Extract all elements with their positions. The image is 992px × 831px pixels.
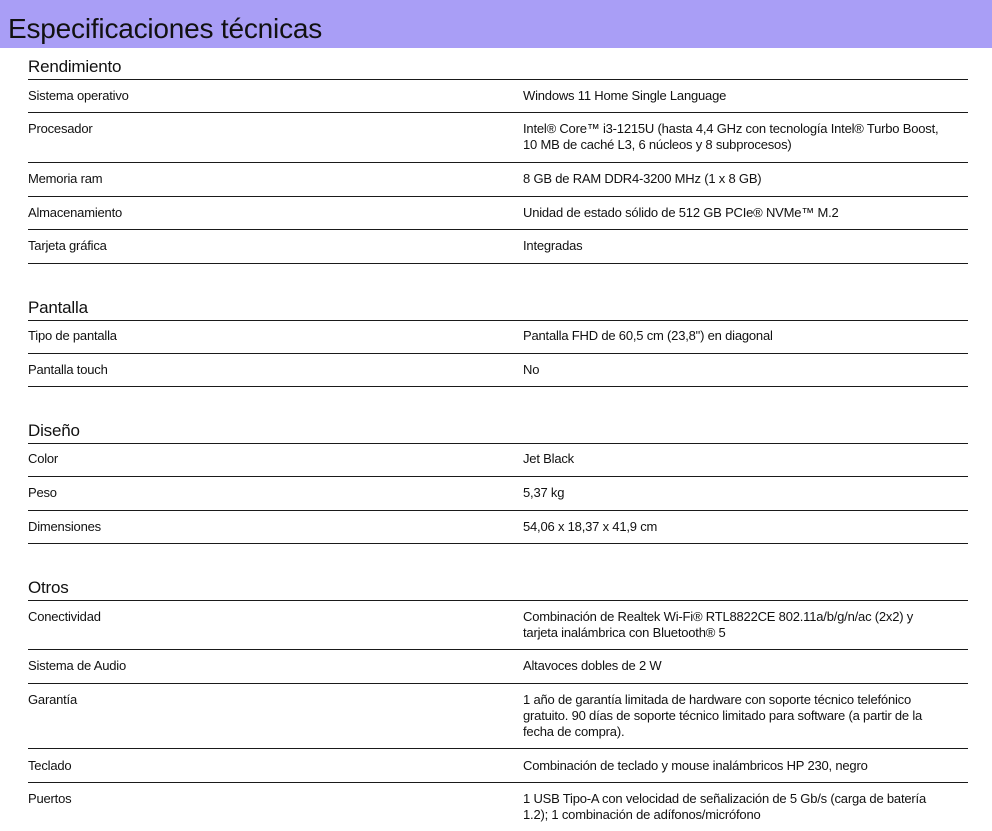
row-divider: [28, 196, 968, 197]
section-rule: [28, 443, 968, 444]
section-rule: [28, 600, 968, 601]
spec-label-pantalla-touch: Pantalla touch: [28, 362, 108, 377]
spec-label-tarjeta-grafica: Tarjeta gráfica: [28, 238, 107, 253]
spec-label-garantia: Garantía: [28, 692, 77, 707]
spec-value-puertos: 1 USB Tipo-A con velocidad de señalización de 5 Gb/s (carga de batería 1.2); 1 combinación de adífonos/micrófono: [523, 791, 926, 822]
spec-value-tipo-de-pantalla: Pantalla FHD de 60,5 cm (23,8") en diagonal: [523, 328, 773, 343]
spec-value-almacenamiento: Unidad de estado sólido de 512 GB PCIe® NVMe™ M.2: [523, 205, 839, 220]
row-divider: [28, 782, 968, 783]
spec-value-procesador: Intel® Core™ i3-1215U (hasta 4,4 GHz con tecnología Intel® Turbo Boost, 10 MB de caché L3, 6 núcleos y 8 subprocesos): [523, 121, 939, 152]
spec-value-memoria-ram: 8 GB de RAM DDR4-3200 MHz (1 x 8 GB): [523, 171, 762, 186]
section-title-otros: Otros: [28, 578, 69, 597]
spec-label-procesador: Procesador: [28, 121, 93, 136]
spec-value-pantalla-touch: No: [523, 362, 540, 377]
row-divider: [28, 162, 968, 163]
spec-label-memoria-ram: Memoria ram: [28, 171, 103, 186]
spec-value-peso: 5,37 kg: [523, 485, 565, 500]
section-rule: [28, 79, 968, 80]
row-divider: [28, 263, 968, 264]
spec-value-conectividad: Combinación de Realtek Wi-Fi® RTL8822CE 802.11a/b/g/n/ac (2x2) y tarjeta inalámbrica con Bluetooth® 5: [523, 609, 914, 640]
page-title: Especificaciones técnicas: [8, 13, 323, 44]
spec-value-sistema-operativo: Windows 11 Home Single Language: [523, 88, 727, 103]
spec-label-puertos: Puertos: [28, 791, 72, 806]
spec-label-tipo-de-pantalla: Tipo de pantalla: [28, 328, 117, 343]
spec-value-tarjeta-grafica: Integradas: [523, 238, 583, 253]
section-title-rendimiento: Rendimiento: [28, 57, 122, 76]
spec-label-almacenamiento: Almacenamiento: [28, 205, 123, 220]
spec-label-sistema-operativo: Sistema operativo: [28, 88, 129, 103]
section-title-pantalla: Pantalla: [28, 298, 88, 317]
spec-label-conectividad: Conectividad: [28, 609, 101, 624]
row-divider: [28, 543, 968, 544]
spec-value-teclado: Combinación de teclado y mouse inalámbricos HP 230, negro: [523, 758, 868, 773]
row-divider: [28, 112, 968, 113]
spec-label-dimensiones: Dimensiones: [28, 519, 101, 534]
spec-value-sistema-de-audio: Altavoces dobles de 2 W: [523, 658, 662, 673]
spec-value-garantia: 1 año de garantía limitada de hardware con soporte técnico telefónico gratuito. 90 días de soporte técnico limitado para software (a partir de la fecha de compra).: [523, 692, 923, 739]
spec-label-sistema-de-audio: Sistema de Audio: [28, 658, 126, 673]
row-divider: [28, 353, 968, 354]
section-rule: [28, 320, 968, 321]
row-divider: [28, 386, 968, 387]
header-band: [0, 0, 992, 48]
row-divider: [28, 229, 968, 230]
row-divider: [28, 649, 968, 650]
spec-value-dimensiones: 54,06 x 18,37 x 41,9 cm: [523, 519, 658, 534]
spec-label-color: Color: [28, 451, 59, 466]
section-title-diseno: Diseño: [28, 421, 80, 440]
spec-label-peso: Peso: [28, 485, 57, 500]
row-divider: [28, 510, 968, 511]
spec-value-color: Jet Black: [523, 451, 574, 466]
spec-label-teclado: Teclado: [28, 758, 72, 773]
row-divider: [28, 683, 968, 684]
row-divider: [28, 748, 968, 749]
row-divider: [28, 476, 968, 477]
